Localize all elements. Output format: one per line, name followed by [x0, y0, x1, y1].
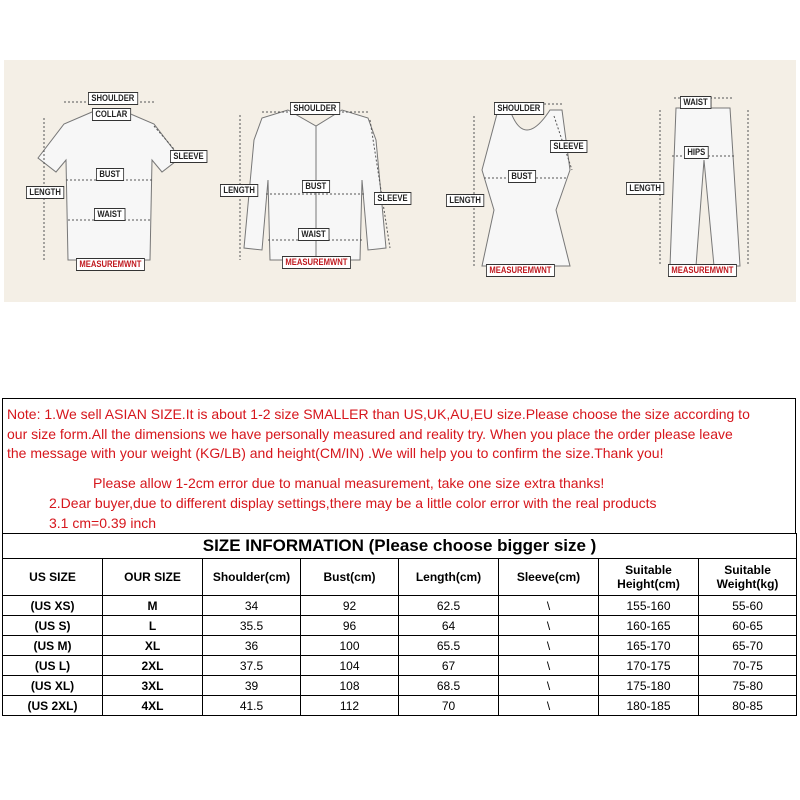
header-height: Suitable Height(cm)	[599, 559, 699, 596]
cell-sleeve: \	[499, 596, 599, 616]
cell-height: 175-180	[599, 676, 699, 696]
cell-length: 70	[399, 696, 499, 716]
cell-shoulder: 37.5	[203, 656, 301, 676]
note-line-5: 2.Dear buyer,due to different display settings,there may be a little color error with the real products	[49, 495, 657, 511]
cell-shoulder: 41.5	[203, 696, 301, 716]
measurement-diagram-panel	[4, 60, 796, 302]
cell-bust: 100	[301, 636, 399, 656]
cell-shoulder: 36	[203, 636, 301, 656]
cell-weight: 55-60	[699, 596, 797, 616]
cell-length: 64	[399, 616, 499, 636]
cell-us-size: (US M)	[3, 636, 103, 656]
cell-height: 170-175	[599, 656, 699, 676]
cell-bust: 92	[301, 596, 399, 616]
cell-shoulder: 34	[203, 596, 301, 616]
cell-our-size: 2XL	[103, 656, 203, 676]
header-our-size: OUR SIZE	[103, 559, 203, 596]
note-line-1: Note: 1.We sell ASIAN SIZE.It is about 1-2 size SMALLER than US,UK,AU,EU size.Please choose the size according to	[7, 406, 750, 422]
note-line-6: 3.1 cm=0.39 inch	[49, 515, 157, 531]
header-weight: Suitable Weight(kg)	[699, 559, 797, 596]
header-length: Length(cm)	[399, 559, 499, 596]
header-shoulder: Shoulder(cm)	[203, 559, 301, 596]
note-line-4: Please allow 1-2cm error due to manual measurement, take one size extra thanks!	[93, 475, 605, 491]
cell-sleeve: \	[499, 656, 599, 676]
cell-us-size: (US S)	[3, 616, 103, 636]
cell-height: 180-185	[599, 696, 699, 716]
cell-weight: 60-65	[699, 616, 797, 636]
pants-length-label: LENGTH	[626, 182, 664, 195]
shirt-measurement-label: MEASUREMWNT	[282, 256, 351, 269]
cell-our-size: XL	[103, 636, 203, 656]
cell-shoulder: 35.5	[203, 616, 301, 636]
table-row	[3, 636, 797, 656]
tank-bust-label: BUST	[508, 170, 536, 183]
header-us-size: US SIZE	[3, 559, 103, 596]
cell-us-size: (US XS)	[3, 596, 103, 616]
tshirt-collar-label: COLLAR	[92, 108, 131, 121]
table-row	[3, 596, 797, 616]
table-row	[3, 696, 797, 716]
tank-shoulder-label: SHOULDER	[494, 102, 544, 115]
cell-us-size: (US L)	[3, 656, 103, 676]
cell-weight: 75-80	[699, 676, 797, 696]
cell-our-size: 3XL	[103, 676, 203, 696]
tshirt-bust-label: BUST	[96, 168, 124, 181]
size-note-box	[2, 398, 796, 533]
cell-us-size: (US XL)	[3, 676, 103, 696]
cell-bust: 96	[301, 616, 399, 636]
cell-us-size: (US 2XL)	[3, 696, 103, 716]
table-row	[3, 656, 797, 676]
cell-shoulder: 39	[203, 676, 301, 696]
shirt-bust-label: BUST	[302, 180, 330, 193]
cell-sleeve: \	[499, 616, 599, 636]
pants-waist-label: WAIST	[680, 96, 711, 109]
cell-height: 155-160	[599, 596, 699, 616]
cell-sleeve: \	[499, 696, 599, 716]
note-line-3: the message with your weight (KG/LB) and height(CM/IN) .We will help you to confirm the size.Thank you!	[7, 445, 664, 461]
cell-weight: 65-70	[699, 636, 797, 656]
cell-our-size: M	[103, 596, 203, 616]
cell-bust: 108	[301, 676, 399, 696]
cell-length: 67	[399, 656, 499, 676]
tshirt-sleeve-label: SLEEVE	[170, 150, 207, 163]
shirt-shoulder-label: SHOULDER	[290, 102, 340, 115]
cell-length: 68.5	[399, 676, 499, 696]
cell-length: 65.5	[399, 636, 499, 656]
cell-weight: 70-75	[699, 656, 797, 676]
header-sleeve: Sleeve(cm)	[499, 559, 599, 596]
cell-weight: 80-85	[699, 696, 797, 716]
shirt-sleeve-label: SLEEVE	[374, 192, 411, 205]
pants-sketch	[670, 108, 740, 266]
table-header-row	[3, 559, 797, 596]
table-row	[3, 676, 797, 696]
tank-measurement-label: MEASUREMWNT	[486, 264, 555, 277]
table-row	[3, 616, 797, 636]
cell-our-size: L	[103, 616, 203, 636]
shirt-waist-label: WAIST	[298, 228, 329, 241]
table-title: SIZE INFORMATION (Please choose bigger size )	[3, 534, 797, 559]
tshirt-waist-label: WAIST	[94, 208, 125, 221]
cell-sleeve: \	[499, 676, 599, 696]
cell-height: 165-170	[599, 636, 699, 656]
cell-sleeve: \	[499, 636, 599, 656]
pants-hips-label: HIPS	[684, 146, 709, 159]
cell-length: 62.5	[399, 596, 499, 616]
size-information-table	[2, 533, 797, 716]
cell-bust: 112	[301, 696, 399, 716]
cell-height: 160-165	[599, 616, 699, 636]
tshirt-shoulder-label: SHOULDER	[88, 92, 138, 105]
cell-bust: 104	[301, 656, 399, 676]
note-line-2: our size form.All the dimensions we have personally measured and reality try. When you place the order please leave	[7, 426, 733, 442]
header-bust: Bust(cm)	[301, 559, 399, 596]
shirt-length-label: LENGTH	[220, 184, 258, 197]
tank-length-label: LENGTH	[446, 194, 484, 207]
tank-sketch	[482, 110, 570, 266]
tshirt-measurement-label: MEASUREMWNT	[76, 258, 145, 271]
cell-our-size: 4XL	[103, 696, 203, 716]
tshirt-length-label: LENGTH	[26, 186, 64, 199]
tank-sleeve-label: SLEEVE	[550, 140, 587, 153]
pants-measurement-label: MEASUREMWNT	[668, 264, 737, 277]
